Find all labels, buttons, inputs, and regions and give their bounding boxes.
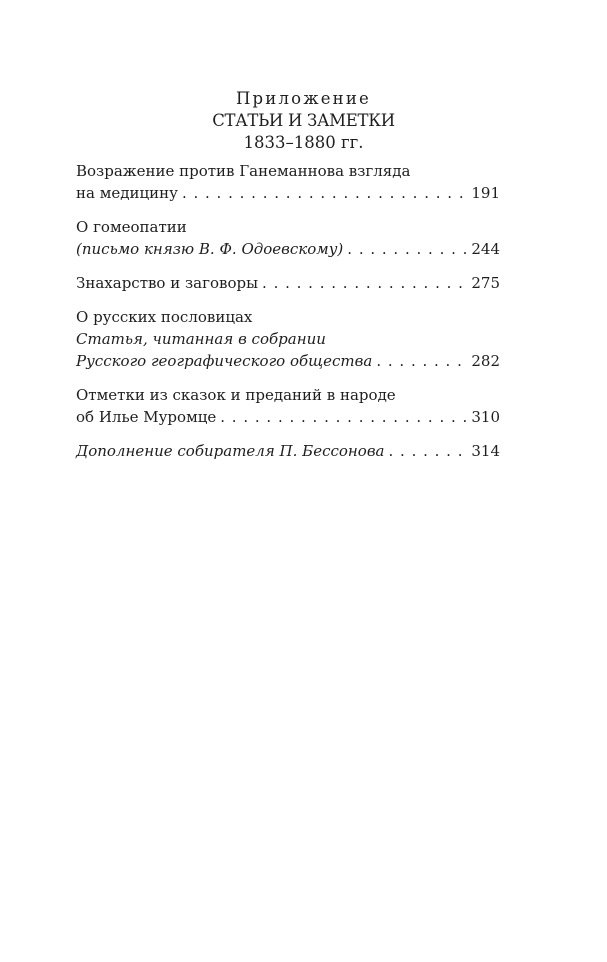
section-years: 1833–1880 гг. — [243, 133, 364, 152]
table-of-contents — [76, 160, 500, 474]
toc-entry[interactable] — [76, 272, 500, 294]
section-label: Приложение — [235, 89, 372, 108]
toc-entry[interactable] — [76, 384, 500, 428]
dot-leader — [347, 238, 467, 260]
toc-entry-title: Дополнение собирателя П. Бессонова — [76, 442, 385, 460]
dot-leader — [220, 406, 467, 428]
toc-entry-title: об Илье Муромце — [76, 408, 217, 426]
toc-page-number: 282 — [471, 352, 500, 370]
toc-entry-title: О гомеопатии — [76, 218, 187, 236]
toc-page-number: 310 — [471, 408, 500, 426]
dot-leader — [262, 272, 467, 294]
toc-entry[interactable] — [76, 440, 500, 462]
toc-entry[interactable] — [76, 160, 500, 204]
toc-entry-subtitle: Русского географического общества — [76, 352, 373, 370]
toc-page-number: 244 — [471, 240, 500, 258]
toc-entry-title: Отметки из сказок и преданий в народе — [76, 386, 396, 404]
toc-entry-subtitle: (письмо князю В. Ф. Одоевскому) — [76, 240, 344, 258]
toc-entry-title: Знахарство и заговоры — [76, 274, 259, 292]
dot-leader — [182, 182, 467, 204]
toc-page-number: 191 — [471, 184, 500, 202]
toc-entry-title: Возражение против Ганеманнова взгляда — [76, 162, 411, 180]
section-title: СТАТЬИ И ЗАМЕТКИ — [212, 111, 395, 130]
toc-entry[interactable] — [76, 306, 500, 372]
dot-leader — [389, 440, 468, 462]
toc-entry-title: О русских пословицах — [76, 308, 253, 326]
toc-entry-subtitle: Статья, читанная в собрании — [76, 330, 326, 348]
toc-entry[interactable] — [76, 216, 500, 260]
toc-entry-title: на медицину — [76, 184, 178, 202]
dot-leader — [376, 350, 467, 372]
toc-page-number: 275 — [471, 274, 500, 292]
toc-page-number: 314 — [471, 442, 500, 460]
